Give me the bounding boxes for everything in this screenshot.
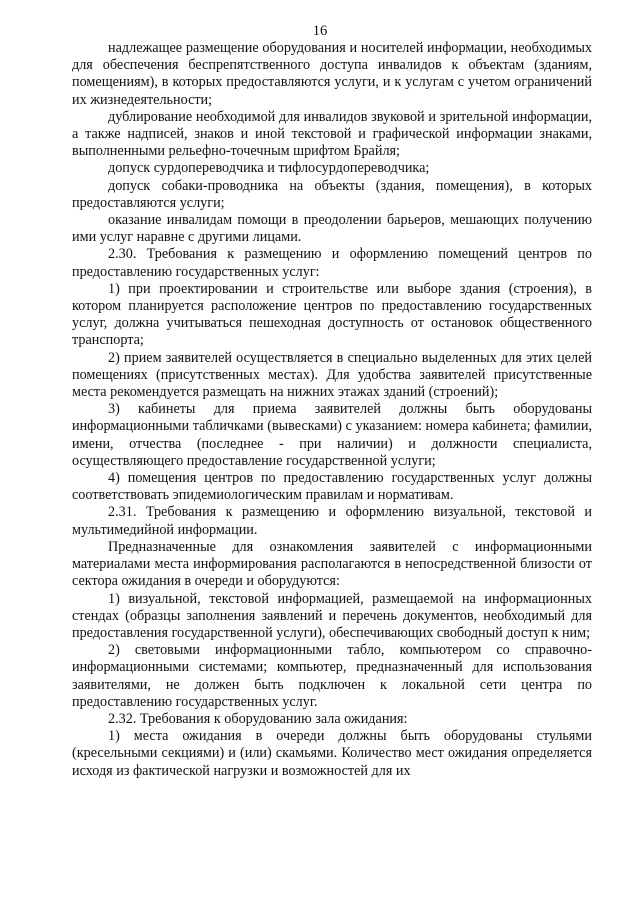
paragraph: 1) визуальной, текстовой информацией, размещаемой на информационных стендах (образцы заполнения заявлений и перечень документов, необходимый для предоставления государственной услуги), обеспечивающих свободный доступ к ним; xyxy=(72,590,592,641)
paragraph: допуск сурдопереводчика и тифлосурдопереводчика; xyxy=(108,160,430,177)
section-heading-2-32: 2.32. Требования к оборудованию зала ожидания: xyxy=(108,710,408,727)
section-heading-2-31: 2.31. Требования к размещению и оформлению визуальной, текстовой и мультимедийной информации. xyxy=(72,504,592,538)
paragraph: дублирование необходимой для инвалидов звуковой и зрительной информации, а также надписей, знаков и иной текстовой и графической информации знаками, выполненными рельефно-точечным шрифтом Брайля; xyxy=(72,108,592,160)
page-number: 16 xyxy=(312,23,328,39)
document-body xyxy=(72,40,592,780)
paragraph: 1) при проектировании и строительстве или выборе здания (строения), в котором планируется расположение центров по предоставлению государственных услуг, должна учитываться пешеходная доступность от остановок общественного транспорта; xyxy=(72,280,592,349)
paragraph: надлежащее размещение оборудования и носителей информации, необходимых для обеспечения беспрепятственного доступа инвалидов к объектам (зданиям, помещениям), в которых предоставляются услуги, и к услугам с учетом ограничений их жизнедеятельности; xyxy=(72,40,592,108)
paragraph: 2) световыми информационными табло, компьютером со справочно-информационными системами; компьютер, предназначенный для использования заявителями, не должен быть подключен к локальной сети центра по предоставлению государственных услуг. xyxy=(72,642,592,710)
paragraph: 4) помещения центров по предоставлению государственных услуг должны соответствовать эпидемиологическим правилам и нормативам. xyxy=(72,470,592,504)
paragraph: оказание инвалидам помощи в преодолении барьеров, мешающих получению ими услуг наравне с другими лицами. xyxy=(72,212,592,246)
paragraph: 1) места ожидания в очереди должны быть оборудованы стульями (кресельными секциями) и (или) скамьями. Количество мест ожидания определяется исходя из фактической нагрузки и возможностей для их xyxy=(72,728,592,779)
paragraph: Предназначенные для ознакомления заявителей с информационными материалами места информирования располагаются в непосредственной близости от сектора ожидания в очереди и оборудуются: xyxy=(72,538,592,590)
paragraph: допуск собаки-проводника на объекты (здания, помещения), в которых предоставляются услуги; xyxy=(72,177,592,211)
paragraph: 3) кабинеты для приема заявителей должны быть оборудованы информационными табличками (вывесками) с указанием: номера кабинета; фамилии, имени, отчества (последнее - при наличии) и должности специалиста, осуществляющего предоставление государственной услуги; xyxy=(72,401,592,469)
section-heading-2-30: 2.30. Требования к размещению и оформлению помещений центров по предоставлению государственных услуг: xyxy=(72,246,592,280)
paragraph: 2) прием заявителей осуществляется в специально выделенных для этих целей помещениях (присутственных местах). Для удобства заявителей присутственные места рекомендуется размещать на нижних этажах зданий (строений); xyxy=(72,349,592,401)
